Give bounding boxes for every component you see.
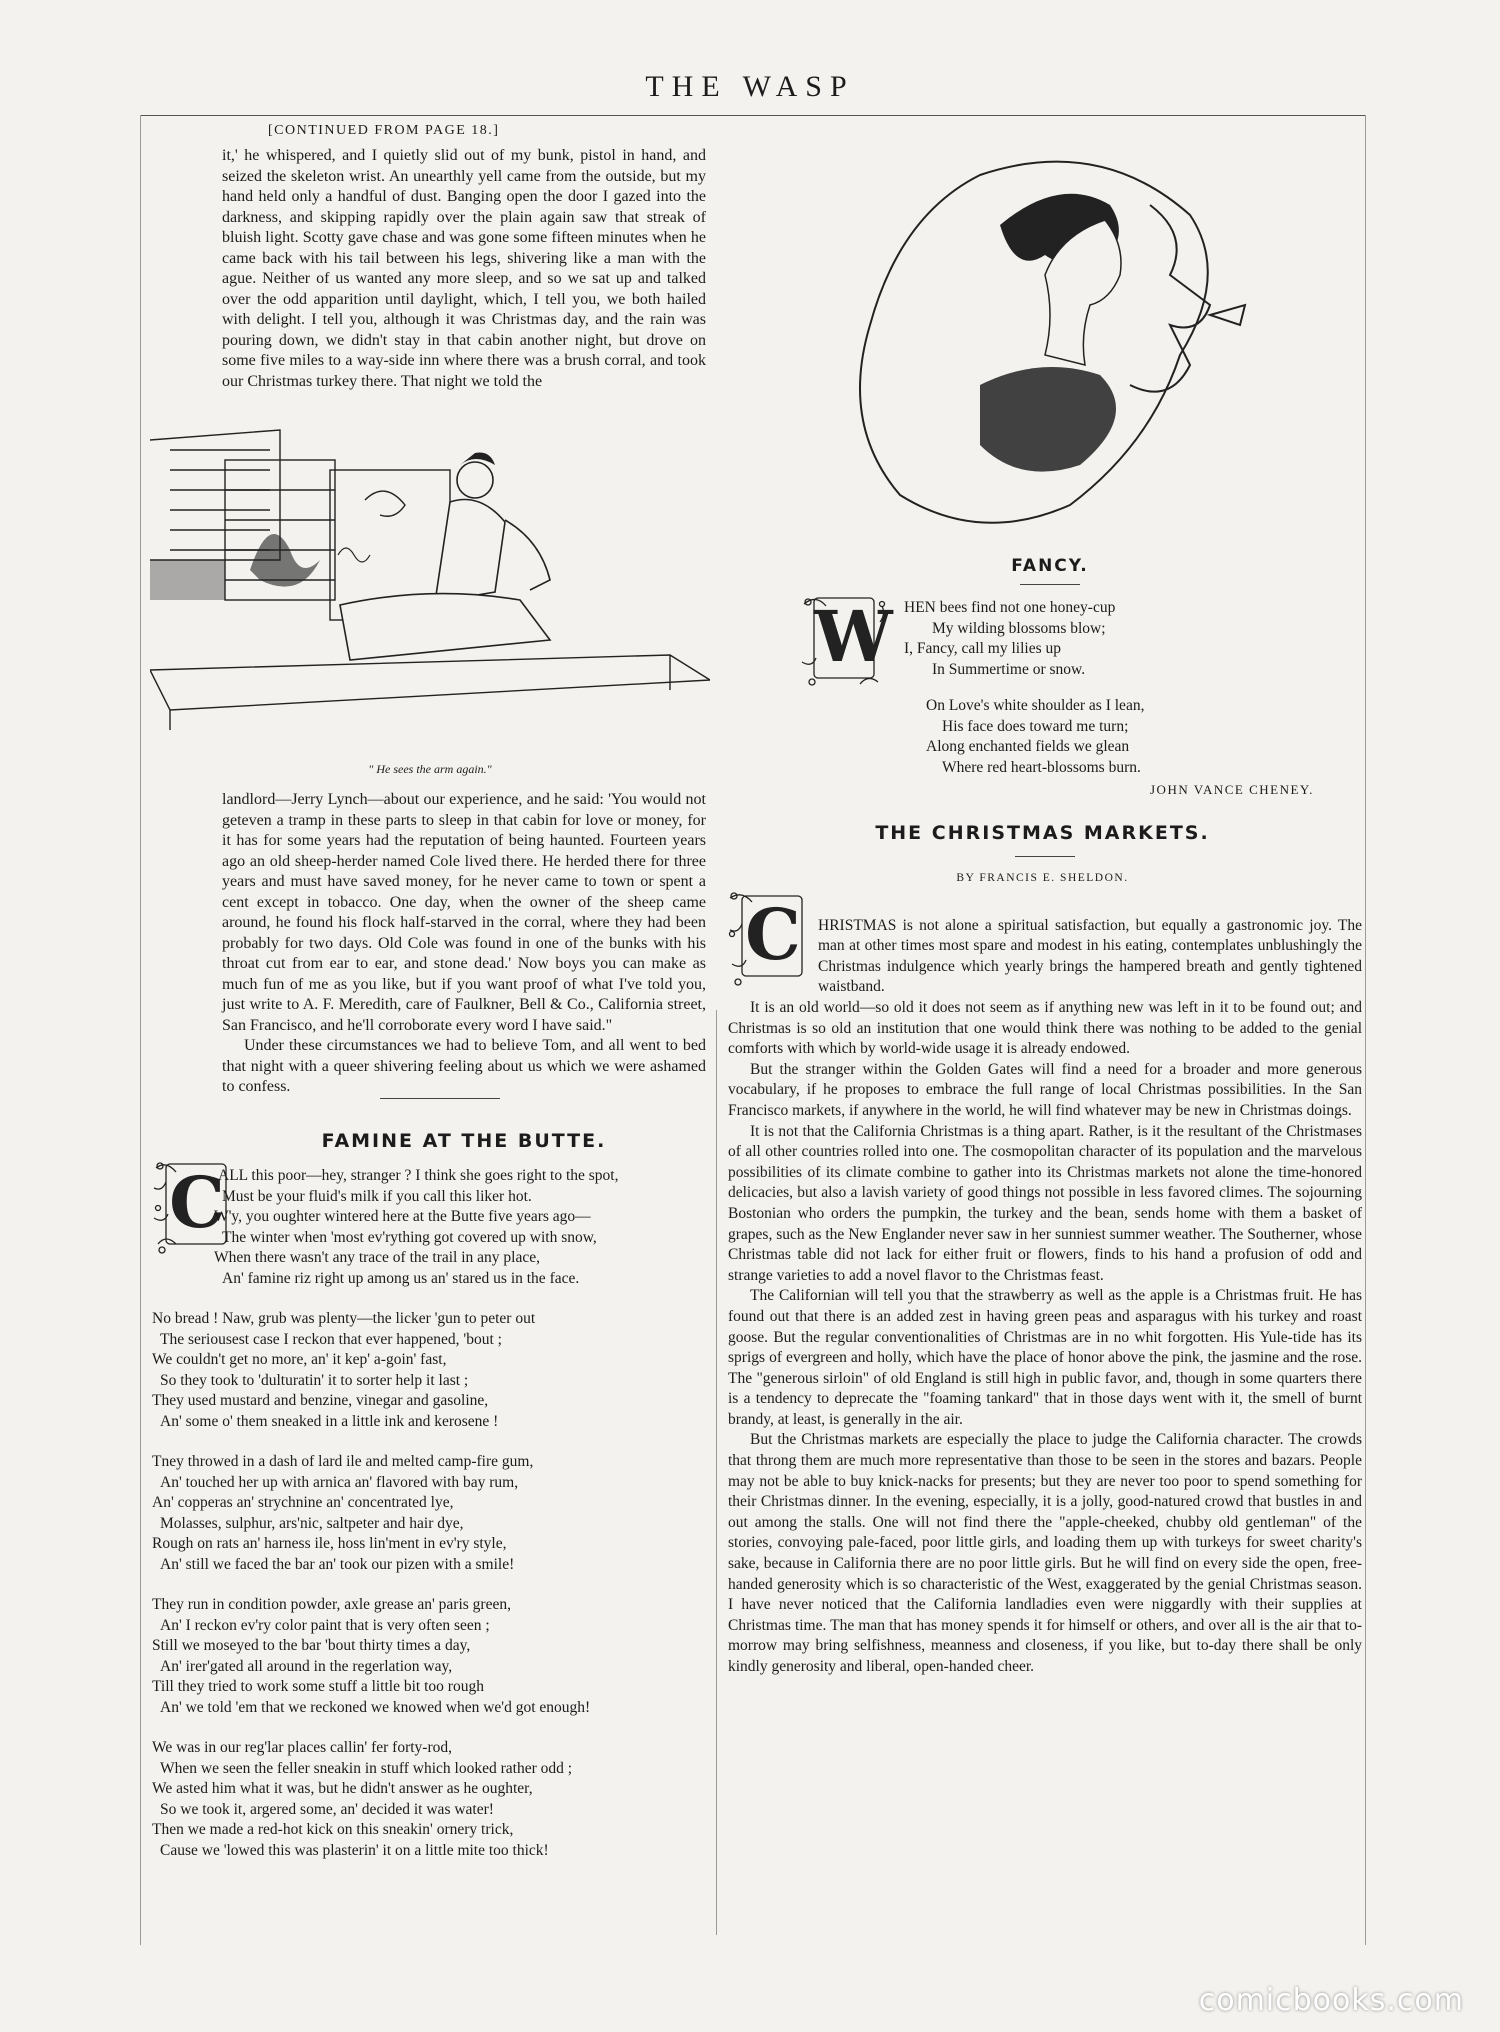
poem-line: Molasses, sulphur, ars'nic, saltpeter and hair dye,	[160, 1514, 464, 1532]
poem-line: An' some o' them sneaked in a little ink and kerosene !	[160, 1412, 499, 1430]
poem-line: I, Fancy, call my lilies up	[904, 640, 1061, 657]
stanza-gap	[152, 1289, 700, 1309]
article-lead	[818, 916, 1362, 997]
article-paragraph: But the stranger within the Golden Gates will find a need for a broader and more generous vocabulary, if he proposes to embrace the full range of local Christmas possibilities. In the San Francisco markets, if anywhere in the world, he will find whatever may be new in Christmas doings.	[728, 1060, 1362, 1119]
poem-line: His face does toward me turn;	[942, 717, 1129, 735]
right-border	[1365, 115, 1366, 1945]
dropcap-fancy	[800, 592, 893, 688]
poem-line: So they took to 'dulturatin' it to sorter help it last ;	[160, 1371, 469, 1389]
poem-line: In Summertime or snow.	[932, 660, 1086, 678]
site-watermark: comicbooks.com	[1198, 1983, 1464, 2018]
column-rule	[716, 1010, 717, 1935]
poem-line: Then we made a red-hot kick on this sneakin' ornery trick,	[152, 1821, 514, 1838]
left-border	[140, 115, 141, 1945]
illustration-caption: " He sees the arm again."	[368, 762, 492, 776]
poem-line: An' famine riz right up among us an' stared us in the face.	[222, 1269, 580, 1287]
poem-line: Still we moseyed to the bar 'bout thirty times a day,	[152, 1637, 471, 1654]
poem-line: HEN bees find not one honey-cup	[904, 599, 1116, 616]
masthead: THE WASP	[645, 70, 855, 103]
story-text-top	[222, 146, 706, 392]
poem-line: Rough on rats an' harness ile, hoss lin'ment in ev'ry style,	[152, 1535, 507, 1552]
title-underline	[1020, 584, 1080, 585]
poem-line: They run in condition powder, axle grease an' paris green,	[152, 1596, 511, 1613]
story-paragraph: it,' he whispered, and I quietly slid out of my bunk, pistol in hand, and seized the skeleton wrist. An unearthly yell came from the outside, but my hand held only a handful of dust. Banging open the door I gazed into the darkness, and skipping rapidly over the plain again saw that streak of bluish light. Scotty gave chase and was gone some fifteen minutes when he came back with his tail between his legs, shivering like a man with the ague. Neither of us wanted any more sleep, and so we sat up and talked over the odd apparition until daylight, which, I tell you, we both hailed with delight. I tell you, although it was Christmas day, and the rain was pouring down, we didn't stay in that cabin another night, but drove on some five miles to a way-side inn where there was a brush corral, and took our Christmas turkey there. That night we told the	[222, 147, 706, 390]
poem-line: An' we told 'em that we reckoned we knowed when we'd got enough!	[160, 1698, 591, 1716]
section-divider	[380, 1098, 500, 1099]
article-paragraph: It is not that the California Christmas is a thing apart. Rather, is it the resultant of the Christmases of all other countries rolled into one. The cosmopolitan character of its population and the marvelous possibilities of its climate combine to gather into its Christmas markets not alone the time-honored delicacies, but also a lavish variety of good things not possible in less favored climes. The sojourning Bostonian who orders the pumpkin, the turkey and the bean, sends home with them a basket of grapes, such as the New Englander never saw in her sunniest summer weather. The Southerner, whose Christmas table did not lack for either fruit or flowers, finds to his hand a profusion of odd and strange varieties to add a novel flavor to the Christmas feast.	[728, 1122, 1362, 1284]
woman-portrait-illustration	[850, 145, 1280, 545]
article-paragraph: But the Christmas markets are especially the place to judge the California character. The crowds that throng them are much more representative than those to be seen in the stores and bazars. People may not be able to buy knick-nacks for presents; but they are never too poor to spend something for their Christmas dinner. In the evening, especially, it is a jolly, good-natured crowd that bustles in and out among the stalls. One will not find there the "apple-cheeked, chubby old gentleman" of the stories, convoying pale-faced, poor little girls, and loading them up with turkeys for sweet charity's sake, because in California there are no poor little girls. But he will find on every side the open, free-handed generosity which is so characteristic of the West, exaggerated by the genial Christmas season. I have never noticed that the California landladies even were niggardly with their supplies at Christmas time. The man that has money spends it for himself or others, and over all is the air that to-morrow may bring selfishness, meanness and closeness, if you like, but to-day there shall be only kindly generosity and liberal, open-handed cheer.	[728, 1431, 1362, 1675]
poem-line: On Love's white shoulder as I lean,	[926, 697, 1145, 714]
article-title-markets: THE CHRISTMAS MARKETS.	[875, 822, 1210, 844]
article-paragraph: The Californian will tell you that the strawberry as well as the apple is a Christmas fruit. He has found out that there is an added zest in having green peas and asparagus with his turkey and roast goose. But the regular conventionalities of Christmas are in no whit forgotten. His Yule-tide has its sprigs of evergreen and holly, which have the place of honor above the pink, the jasmine and the rose. The "generous sirloin" of old England is still high in public favor, and, though in some quarters there is a tendency to deprecate the "foaming tankard" that in those days went with it, the smell of burnt brandy, at least, is generally in the air.	[728, 1287, 1362, 1428]
article-body	[728, 998, 1362, 1678]
poem-line: An' still we faced the bar an' took our pizen with a smile!	[160, 1555, 515, 1573]
poem-line: My wilding blossoms blow;	[932, 619, 1106, 637]
poem-line: So we took it, argered some, an' decided it was water!	[160, 1800, 494, 1818]
stanza-gap	[152, 1718, 700, 1738]
poem-author: JOHN VANCE CHENEY.	[1150, 782, 1314, 797]
continued-note: [CONTINUED FROM PAGE 18.]	[268, 123, 500, 138]
poem-title-famine: FAMINE AT THE BUTTE.	[321, 1130, 607, 1152]
dropcap-letter: C	[745, 893, 801, 976]
dropcap-letter: C	[169, 1161, 225, 1244]
poem-line: An' copperas an' strychnine an' concentrated lye,	[152, 1494, 454, 1511]
poem-line: We couldn't get no more, an' it kep' a-goin' fast,	[152, 1351, 447, 1368]
poem-line: They used mustard and benzine, vinegar and gasoline,	[152, 1392, 489, 1409]
title-underline	[1015, 856, 1075, 857]
poem-line: When we seen the feller sneakin in stuff which looked rather odd ;	[160, 1759, 573, 1777]
poem-fancy-stanza-2	[926, 696, 1256, 778]
dropcap-markets	[728, 890, 814, 986]
story-text-bottom	[222, 790, 706, 1098]
poem-line: Till they tried to work some stuff a little bit too rough	[152, 1678, 484, 1695]
poem-line: The winter when 'most ev'rything got covered up with snow,	[222, 1228, 597, 1246]
poem-line: No bread ! Naw, grub was plenty—the licker 'gun to peter out	[152, 1310, 536, 1327]
poem-famine	[152, 1166, 700, 1861]
poem-line: We was in our reg'lar places callin' fer forty-rod,	[152, 1739, 453, 1756]
stanza-gap	[152, 1432, 700, 1452]
poem-line: When there wasn't any trace of the trail in any place,	[214, 1249, 540, 1266]
poem-line: W'y, you oughter wintered here at the Butte five years ago—	[214, 1208, 591, 1225]
poem-line: The seriousest case I reckon that ever happened, 'bout ;	[160, 1330, 502, 1348]
poem-line: Tney throwed in a dash of lard ile and melted camp-fire gum,	[152, 1453, 534, 1470]
poem-line: Along enchanted fields we glean	[926, 738, 1130, 755]
article-byline: BY FRANCIS E. SHELDON.	[956, 872, 1129, 884]
dropcap-letter: W	[814, 595, 893, 678]
cabin-illustration	[150, 410, 710, 755]
article-paragraph: It is an old world—so old it does not seem as if anything new was left in it to be found out; and Christmas is so old an institution that one would think there was nothing to be added to the genial comforts with which by world-wide usage it is already endowed.	[728, 999, 1362, 1058]
poem-line: An' I reckon ev'ry color paint that is very often seen ;	[160, 1616, 490, 1634]
poem-line: An' touched her up with arnica an' flavored with bay rum,	[160, 1473, 519, 1491]
stanza-gap	[152, 1575, 700, 1595]
poem-line: We asted him what it was, but he didn't answer as he oughter,	[152, 1780, 533, 1797]
poem-line: Must be your fluid's milk if you call this liker hot.	[222, 1187, 532, 1205]
story-paragraph: Under these circumstances we had to believe Tom, and all went to bed that night with a queer shivering feeling about us which we were ashamed to confess.	[222, 1037, 706, 1095]
article-paragraph: HRISTMAS is not alone a spiritual satisfaction, but equally a gastronomic joy. The man at other times most spare and modest in his eating, contemplates unblushingly the Christmas indulgence which yearly brings the hampered breath and gently tightened waistband.	[818, 917, 1362, 995]
poem-fancy	[904, 598, 1234, 680]
top-rule	[140, 115, 1365, 116]
poem-line: ALL this poor—hey, stranger ? I think she goes right to the spot,	[218, 1167, 619, 1184]
story-paragraph: landlord—Jerry Lynch—about our experience, and he said: 'You would not geteven a tramp in these parts to sleep in that cabin for love or money, for it has for some years had the reputation of being haunted. Fourteen years ago an old sheep-herder named Cole lived there. He herded there for three years and must have saved money, for he never came to town or spent a cent except in tobacco. One day, when the owner of the sheep came around, he found his flock half-starved in the corral, where they had been probably for two days. Old Cole was found in one of the bunks with his throat cut from ear to ear, and stone dead.' Now boys you can make as much fun of me as you like, but if you want proof of what I've told you, just write to A. F. Meredith, care of Faulkner, Bell & Co., California street, San Francisco, and he'll corroborate every word I have said."	[222, 791, 706, 1034]
poem-line: Where red heart-blossoms burn.	[942, 758, 1141, 776]
poem-title-fancy: FANCY.	[1011, 556, 1089, 576]
poem-line: An' irer'gated all around in the regerlation way,	[160, 1657, 453, 1675]
poem-line: Cause we 'lowed this was plasterin' it on a little mite too thick!	[160, 1841, 549, 1859]
